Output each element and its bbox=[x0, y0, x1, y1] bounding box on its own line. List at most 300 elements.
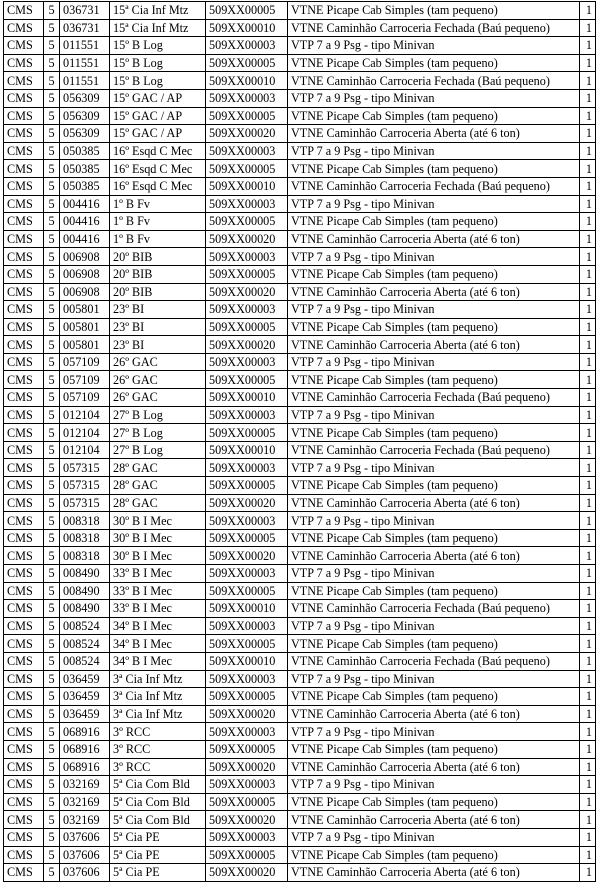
item-code-cell: 509XX00003 bbox=[206, 459, 288, 477]
command-cell: CMS bbox=[4, 758, 44, 776]
vehicle-description-cell: VTNE Caminhão Carroceria Fechada (Baú pequeno) bbox=[288, 177, 580, 195]
table-row bbox=[4, 582, 596, 600]
command-cell: CMS bbox=[4, 477, 44, 495]
unit-code-cell: 012104 bbox=[60, 406, 110, 424]
item-code-cell: 509XX00003 bbox=[206, 142, 288, 160]
vehicle-description-cell: VTNE Picape Cab Simples (tam pequeno) bbox=[288, 529, 580, 547]
region-cell: 5 bbox=[44, 705, 60, 723]
unit-name-cell: 5ª Cia Com Bld bbox=[110, 811, 206, 829]
region-cell: 5 bbox=[44, 230, 60, 248]
table-row bbox=[4, 617, 596, 635]
item-code-cell: 509XX00003 bbox=[206, 89, 288, 107]
command-cell: CMS bbox=[4, 213, 44, 231]
command-cell: CMS bbox=[4, 723, 44, 741]
region-cell: 5 bbox=[44, 582, 60, 600]
unit-code-cell: 011551 bbox=[60, 37, 110, 55]
vehicle-description-cell: VTNE Caminhão Carroceria Aberta (até 6 ton) bbox=[288, 125, 580, 143]
item-code-cell: 509XX00003 bbox=[206, 353, 288, 371]
unit-code-cell: 057109 bbox=[60, 389, 110, 407]
unit-code-cell: 008524 bbox=[60, 635, 110, 653]
region-cell: 5 bbox=[44, 477, 60, 495]
command-cell: CMS bbox=[4, 793, 44, 811]
quantity-cell: 1 bbox=[580, 846, 596, 864]
table-row bbox=[4, 776, 596, 794]
unit-code-cell: 005801 bbox=[60, 301, 110, 319]
table-row bbox=[4, 353, 596, 371]
unit-code-cell: 057109 bbox=[60, 371, 110, 389]
vehicle-description-cell: VTNE Caminhão Carroceria Fechada (Baú pequeno) bbox=[288, 389, 580, 407]
region-cell: 5 bbox=[44, 512, 60, 530]
region-cell: 5 bbox=[44, 54, 60, 72]
unit-code-cell: 036459 bbox=[60, 705, 110, 723]
unit-name-cell: 16º Esqd C Mec bbox=[110, 177, 206, 195]
quantity-cell: 1 bbox=[580, 283, 596, 301]
unit-name-cell: 3ª Cia Inf Mtz bbox=[110, 705, 206, 723]
item-code-cell: 509XX00020 bbox=[206, 705, 288, 723]
item-code-cell: 509XX00005 bbox=[206, 160, 288, 178]
unit-name-cell: 5ª Cia PE bbox=[110, 828, 206, 846]
command-cell: CMS bbox=[4, 424, 44, 442]
quantity-cell: 1 bbox=[580, 195, 596, 213]
command-cell: CMS bbox=[4, 828, 44, 846]
quantity-cell: 1 bbox=[580, 353, 596, 371]
item-code-cell: 509XX00020 bbox=[206, 758, 288, 776]
unit-code-cell: 032169 bbox=[60, 776, 110, 794]
item-code-cell: 509XX00003 bbox=[206, 828, 288, 846]
item-code-cell: 509XX00005 bbox=[206, 107, 288, 125]
quantity-cell: 1 bbox=[580, 529, 596, 547]
table-row bbox=[4, 529, 596, 547]
unit-code-cell: 037606 bbox=[60, 828, 110, 846]
command-cell: CMS bbox=[4, 230, 44, 248]
item-code-cell: 509XX00005 bbox=[206, 477, 288, 495]
unit-name-cell: 15º GAC / AP bbox=[110, 107, 206, 125]
vehicle-description-cell: VTP 7 a 9 Psg - tipo Minivan bbox=[288, 565, 580, 583]
vehicle-description-cell: VTNE Caminhão Carroceria Aberta (até 6 ton) bbox=[288, 705, 580, 723]
unit-code-cell: 011551 bbox=[60, 54, 110, 72]
region-cell: 5 bbox=[44, 213, 60, 231]
unit-code-cell: 032169 bbox=[60, 811, 110, 829]
region-cell: 5 bbox=[44, 723, 60, 741]
command-cell: CMS bbox=[4, 371, 44, 389]
region-cell: 5 bbox=[44, 177, 60, 195]
vehicle-description-cell: VTNE Picape Cab Simples (tam pequeno) bbox=[288, 740, 580, 758]
command-cell: CMS bbox=[4, 318, 44, 336]
command-cell: CMS bbox=[4, 670, 44, 688]
unit-code-cell: 005801 bbox=[60, 336, 110, 354]
table-row bbox=[4, 441, 596, 459]
vehicle-description-cell: VTP 7 a 9 Psg - tipo Minivan bbox=[288, 512, 580, 530]
unit-code-cell: 056309 bbox=[60, 89, 110, 107]
region-cell: 5 bbox=[44, 635, 60, 653]
vehicle-description-cell: VTNE Picape Cab Simples (tam pequeno) bbox=[288, 582, 580, 600]
vehicle-description-cell: VTNE Caminhão Carroceria Aberta (até 6 ton) bbox=[288, 494, 580, 512]
vehicle-description-cell: VTP 7 a 9 Psg - tipo Minivan bbox=[288, 195, 580, 213]
vehicle-description-cell: VTNE Picape Cab Simples (tam pequeno) bbox=[288, 265, 580, 283]
vehicle-description-cell: VTNE Caminhão Carroceria Aberta (até 6 ton) bbox=[288, 230, 580, 248]
region-cell: 5 bbox=[44, 160, 60, 178]
command-cell: CMS bbox=[4, 107, 44, 125]
table-row bbox=[4, 547, 596, 565]
unit-code-cell: 008318 bbox=[60, 512, 110, 530]
table-row bbox=[4, 758, 596, 776]
unit-code-cell: 036731 bbox=[60, 2, 110, 20]
command-cell: CMS bbox=[4, 125, 44, 143]
unit-code-cell: 050385 bbox=[60, 142, 110, 160]
unit-name-cell: 15º B Log bbox=[110, 37, 206, 55]
vehicle-description-cell: VTNE Caminhão Carroceria Aberta (até 6 ton) bbox=[288, 864, 580, 882]
unit-code-cell: 037606 bbox=[60, 846, 110, 864]
region-cell: 5 bbox=[44, 301, 60, 319]
table-row bbox=[4, 371, 596, 389]
command-cell: CMS bbox=[4, 160, 44, 178]
item-code-cell: 509XX00005 bbox=[206, 740, 288, 758]
region-cell: 5 bbox=[44, 864, 60, 882]
command-cell: CMS bbox=[4, 19, 44, 37]
vehicle-description-cell: VTP 7 a 9 Psg - tipo Minivan bbox=[288, 459, 580, 477]
unit-code-cell: 057315 bbox=[60, 459, 110, 477]
table-row bbox=[4, 142, 596, 160]
unit-code-cell: 012104 bbox=[60, 441, 110, 459]
region-cell: 5 bbox=[44, 72, 60, 90]
command-cell: CMS bbox=[4, 529, 44, 547]
table-row bbox=[4, 459, 596, 477]
table-row bbox=[4, 160, 596, 178]
item-code-cell: 509XX00003 bbox=[206, 195, 288, 213]
item-code-cell: 509XX00003 bbox=[206, 37, 288, 55]
unit-name-cell: 1º B Fv bbox=[110, 213, 206, 231]
table-row bbox=[4, 301, 596, 319]
region-cell: 5 bbox=[44, 37, 60, 55]
unit-code-cell: 057315 bbox=[60, 477, 110, 495]
region-cell: 5 bbox=[44, 758, 60, 776]
vehicle-description-cell: VTP 7 a 9 Psg - tipo Minivan bbox=[288, 723, 580, 741]
quantity-cell: 1 bbox=[580, 864, 596, 882]
item-code-cell: 509XX00005 bbox=[206, 54, 288, 72]
table-row bbox=[4, 336, 596, 354]
region-cell: 5 bbox=[44, 828, 60, 846]
unit-code-cell: 032169 bbox=[60, 793, 110, 811]
unit-code-cell: 036459 bbox=[60, 688, 110, 706]
command-cell: CMS bbox=[4, 353, 44, 371]
quantity-cell: 1 bbox=[580, 248, 596, 266]
table-row bbox=[4, 494, 596, 512]
region-cell: 5 bbox=[44, 89, 60, 107]
vehicle-description-cell: VTP 7 a 9 Psg - tipo Minivan bbox=[288, 828, 580, 846]
item-code-cell: 509XX00010 bbox=[206, 19, 288, 37]
table-row bbox=[4, 230, 596, 248]
item-code-cell: 509XX00010 bbox=[206, 389, 288, 407]
region-cell: 5 bbox=[44, 670, 60, 688]
unit-code-cell: 050385 bbox=[60, 160, 110, 178]
item-code-cell: 509XX00020 bbox=[206, 494, 288, 512]
unit-name-cell: 3º RCC bbox=[110, 740, 206, 758]
unit-name-cell: 16º Esqd C Mec bbox=[110, 142, 206, 160]
quantity-cell: 1 bbox=[580, 336, 596, 354]
command-cell: CMS bbox=[4, 54, 44, 72]
quantity-cell: 1 bbox=[580, 740, 596, 758]
command-cell: CMS bbox=[4, 600, 44, 618]
vehicle-description-cell: VTP 7 a 9 Psg - tipo Minivan bbox=[288, 617, 580, 635]
unit-code-cell: 008318 bbox=[60, 547, 110, 565]
vehicle-description-cell: VTP 7 a 9 Psg - tipo Minivan bbox=[288, 301, 580, 319]
region-cell: 5 bbox=[44, 740, 60, 758]
unit-name-cell: 33º B I Mec bbox=[110, 600, 206, 618]
item-code-cell: 509XX00003 bbox=[206, 512, 288, 530]
command-cell: CMS bbox=[4, 37, 44, 55]
quantity-cell: 1 bbox=[580, 406, 596, 424]
vehicle-description-cell: VTNE Caminhão Carroceria Aberta (até 6 ton) bbox=[288, 547, 580, 565]
command-cell: CMS bbox=[4, 494, 44, 512]
region-cell: 5 bbox=[44, 776, 60, 794]
quantity-cell: 1 bbox=[580, 441, 596, 459]
quantity-cell: 1 bbox=[580, 494, 596, 512]
unit-name-cell: 34º B I Mec bbox=[110, 635, 206, 653]
quantity-cell: 1 bbox=[580, 213, 596, 231]
vehicle-description-cell: VTNE Picape Cab Simples (tam pequeno) bbox=[288, 793, 580, 811]
unit-name-cell: 15º B Log bbox=[110, 72, 206, 90]
unit-code-cell: 004416 bbox=[60, 213, 110, 231]
region-cell: 5 bbox=[44, 424, 60, 442]
unit-code-cell: 008524 bbox=[60, 617, 110, 635]
unit-code-cell: 068916 bbox=[60, 723, 110, 741]
vehicle-description-cell: VTNE Picape Cab Simples (tam pequeno) bbox=[288, 318, 580, 336]
table-row bbox=[4, 72, 596, 90]
unit-code-cell: 057109 bbox=[60, 353, 110, 371]
unit-name-cell: 20º BIB bbox=[110, 283, 206, 301]
item-code-cell: 509XX00005 bbox=[206, 371, 288, 389]
quantity-cell: 1 bbox=[580, 230, 596, 248]
table-row bbox=[4, 652, 596, 670]
command-cell: CMS bbox=[4, 195, 44, 213]
vehicle-description-cell: VTNE Caminhão Carroceria Fechada (Baú pequeno) bbox=[288, 441, 580, 459]
unit-code-cell: 006908 bbox=[60, 248, 110, 266]
item-code-cell: 509XX00003 bbox=[206, 617, 288, 635]
item-code-cell: 509XX00020 bbox=[206, 811, 288, 829]
item-code-cell: 509XX00005 bbox=[206, 846, 288, 864]
unit-name-cell: 27º B Log bbox=[110, 406, 206, 424]
unit-name-cell: 33º B I Mec bbox=[110, 582, 206, 600]
table-row bbox=[4, 740, 596, 758]
table-body bbox=[4, 2, 596, 882]
unit-name-cell: 15ª Cia Inf Mtz bbox=[110, 2, 206, 20]
command-cell: CMS bbox=[4, 617, 44, 635]
command-cell: CMS bbox=[4, 336, 44, 354]
table-row bbox=[4, 864, 596, 882]
vehicle-description-cell: VTNE Caminhão Carroceria Fechada (Baú pequeno) bbox=[288, 600, 580, 618]
quantity-cell: 1 bbox=[580, 652, 596, 670]
vehicle-description-cell: VTNE Picape Cab Simples (tam pequeno) bbox=[288, 107, 580, 125]
quantity-cell: 1 bbox=[580, 512, 596, 530]
table-row bbox=[4, 177, 596, 195]
region-cell: 5 bbox=[44, 565, 60, 583]
unit-name-cell: 3ª Cia Inf Mtz bbox=[110, 670, 206, 688]
unit-name-cell: 33º B I Mec bbox=[110, 565, 206, 583]
unit-name-cell: 26º GAC bbox=[110, 353, 206, 371]
vehicle-description-cell: VTP 7 a 9 Psg - tipo Minivan bbox=[288, 776, 580, 794]
vehicle-description-cell: VTP 7 a 9 Psg - tipo Minivan bbox=[288, 89, 580, 107]
item-code-cell: 509XX00005 bbox=[206, 318, 288, 336]
region-cell: 5 bbox=[44, 600, 60, 618]
quantity-cell: 1 bbox=[580, 811, 596, 829]
quantity-cell: 1 bbox=[580, 177, 596, 195]
allocation-table bbox=[3, 1, 596, 882]
unit-name-cell: 30º B I Mec bbox=[110, 529, 206, 547]
unit-name-cell: 16º Esqd C Mec bbox=[110, 160, 206, 178]
command-cell: CMS bbox=[4, 459, 44, 477]
quantity-cell: 1 bbox=[580, 459, 596, 477]
item-code-cell: 509XX00003 bbox=[206, 776, 288, 794]
region-cell: 5 bbox=[44, 793, 60, 811]
region-cell: 5 bbox=[44, 459, 60, 477]
command-cell: CMS bbox=[4, 248, 44, 266]
item-code-cell: 509XX00020 bbox=[206, 230, 288, 248]
table-row bbox=[4, 125, 596, 143]
quantity-cell: 1 bbox=[580, 793, 596, 811]
item-code-cell: 509XX00020 bbox=[206, 283, 288, 301]
unit-name-cell: 1º B Fv bbox=[110, 195, 206, 213]
item-code-cell: 509XX00010 bbox=[206, 177, 288, 195]
item-code-cell: 509XX00020 bbox=[206, 125, 288, 143]
command-cell: CMS bbox=[4, 389, 44, 407]
vehicle-description-cell: VTP 7 a 9 Psg - tipo Minivan bbox=[288, 37, 580, 55]
quantity-cell: 1 bbox=[580, 565, 596, 583]
command-cell: CMS bbox=[4, 864, 44, 882]
item-code-cell: 509XX00003 bbox=[206, 723, 288, 741]
table-row bbox=[4, 54, 596, 72]
unit-code-cell: 004416 bbox=[60, 230, 110, 248]
item-code-cell: 509XX00005 bbox=[206, 424, 288, 442]
table-row bbox=[4, 424, 596, 442]
quantity-cell: 1 bbox=[580, 89, 596, 107]
region-cell: 5 bbox=[44, 265, 60, 283]
region-cell: 5 bbox=[44, 336, 60, 354]
unit-name-cell: 20º BIB bbox=[110, 248, 206, 266]
table-row bbox=[4, 406, 596, 424]
unit-code-cell: 004416 bbox=[60, 195, 110, 213]
vehicle-description-cell: VTNE Picape Cab Simples (tam pequeno) bbox=[288, 424, 580, 442]
unit-code-cell: 068916 bbox=[60, 758, 110, 776]
unit-code-cell: 008318 bbox=[60, 529, 110, 547]
table-row bbox=[4, 723, 596, 741]
unit-name-cell: 30º B I Mec bbox=[110, 512, 206, 530]
vehicle-description-cell: VTNE Picape Cab Simples (tam pequeno) bbox=[288, 635, 580, 653]
region-cell: 5 bbox=[44, 195, 60, 213]
table-row bbox=[4, 635, 596, 653]
quantity-cell: 1 bbox=[580, 758, 596, 776]
region-cell: 5 bbox=[44, 283, 60, 301]
vehicle-description-cell: VTNE Caminhão Carroceria Fechada (Baú pequeno) bbox=[288, 652, 580, 670]
unit-name-cell: 34º B I Mec bbox=[110, 652, 206, 670]
command-cell: CMS bbox=[4, 565, 44, 583]
command-cell: CMS bbox=[4, 72, 44, 90]
vehicle-description-cell: VTNE Picape Cab Simples (tam pequeno) bbox=[288, 2, 580, 20]
item-code-cell: 509XX00005 bbox=[206, 213, 288, 231]
vehicle-description-cell: VTNE Caminhão Carroceria Aberta (até 6 ton) bbox=[288, 283, 580, 301]
quantity-cell: 1 bbox=[580, 600, 596, 618]
quantity-cell: 1 bbox=[580, 371, 596, 389]
region-cell: 5 bbox=[44, 406, 60, 424]
quantity-cell: 1 bbox=[580, 72, 596, 90]
vehicle-description-cell: VTP 7 a 9 Psg - tipo Minivan bbox=[288, 670, 580, 688]
unit-code-cell: 036459 bbox=[60, 670, 110, 688]
vehicle-description-cell: VTNE Caminhão Carroceria Fechada (Baú pequeno) bbox=[288, 72, 580, 90]
region-cell: 5 bbox=[44, 547, 60, 565]
quantity-cell: 1 bbox=[580, 424, 596, 442]
unit-code-cell: 008490 bbox=[60, 582, 110, 600]
quantity-cell: 1 bbox=[580, 828, 596, 846]
quantity-cell: 1 bbox=[580, 389, 596, 407]
vehicle-description-cell: VTNE Caminhão Carroceria Aberta (até 6 ton) bbox=[288, 758, 580, 776]
command-cell: CMS bbox=[4, 265, 44, 283]
item-code-cell: 509XX00005 bbox=[206, 2, 288, 20]
table-row bbox=[4, 793, 596, 811]
command-cell: CMS bbox=[4, 846, 44, 864]
unit-name-cell: 3º RCC bbox=[110, 758, 206, 776]
unit-name-cell: 23º BI bbox=[110, 336, 206, 354]
command-cell: CMS bbox=[4, 776, 44, 794]
unit-code-cell: 056309 bbox=[60, 107, 110, 125]
table-row bbox=[4, 2, 596, 20]
region-cell: 5 bbox=[44, 248, 60, 266]
item-code-cell: 509XX00020 bbox=[206, 547, 288, 565]
table-row bbox=[4, 89, 596, 107]
quantity-cell: 1 bbox=[580, 54, 596, 72]
region-cell: 5 bbox=[44, 371, 60, 389]
quantity-cell: 1 bbox=[580, 2, 596, 20]
table-row bbox=[4, 600, 596, 618]
unit-name-cell: 15º GAC / AP bbox=[110, 125, 206, 143]
unit-code-cell: 011551 bbox=[60, 72, 110, 90]
command-cell: CMS bbox=[4, 652, 44, 670]
item-code-cell: 509XX00003 bbox=[206, 670, 288, 688]
command-cell: CMS bbox=[4, 2, 44, 20]
unit-code-cell: 037606 bbox=[60, 864, 110, 882]
item-code-cell: 509XX00005 bbox=[206, 582, 288, 600]
table-row bbox=[4, 37, 596, 55]
command-cell: CMS bbox=[4, 441, 44, 459]
quantity-cell: 1 bbox=[580, 265, 596, 283]
command-cell: CMS bbox=[4, 582, 44, 600]
item-code-cell: 509XX00010 bbox=[206, 441, 288, 459]
command-cell: CMS bbox=[4, 740, 44, 758]
item-code-cell: 509XX00005 bbox=[206, 529, 288, 547]
unit-name-cell: 28º GAC bbox=[110, 459, 206, 477]
region-cell: 5 bbox=[44, 318, 60, 336]
table-row bbox=[4, 283, 596, 301]
quantity-cell: 1 bbox=[580, 705, 596, 723]
table-row bbox=[4, 811, 596, 829]
unit-name-cell: 30º B I Mec bbox=[110, 547, 206, 565]
unit-code-cell: 008490 bbox=[60, 600, 110, 618]
unit-name-cell: 28º GAC bbox=[110, 494, 206, 512]
command-cell: CMS bbox=[4, 283, 44, 301]
quantity-cell: 1 bbox=[580, 107, 596, 125]
command-cell: CMS bbox=[4, 512, 44, 530]
table-row bbox=[4, 565, 596, 583]
unit-name-cell: 26º GAC bbox=[110, 389, 206, 407]
unit-name-cell: 15º B Log bbox=[110, 54, 206, 72]
unit-code-cell: 006908 bbox=[60, 283, 110, 301]
item-code-cell: 509XX00003 bbox=[206, 301, 288, 319]
unit-name-cell: 28º GAC bbox=[110, 477, 206, 495]
unit-name-cell: 34º B I Mec bbox=[110, 617, 206, 635]
unit-name-cell: 1º B Fv bbox=[110, 230, 206, 248]
item-code-cell: 509XX00003 bbox=[206, 248, 288, 266]
item-code-cell: 509XX00010 bbox=[206, 72, 288, 90]
region-cell: 5 bbox=[44, 811, 60, 829]
vehicle-description-cell: VTNE Picape Cab Simples (tam pequeno) bbox=[288, 371, 580, 389]
